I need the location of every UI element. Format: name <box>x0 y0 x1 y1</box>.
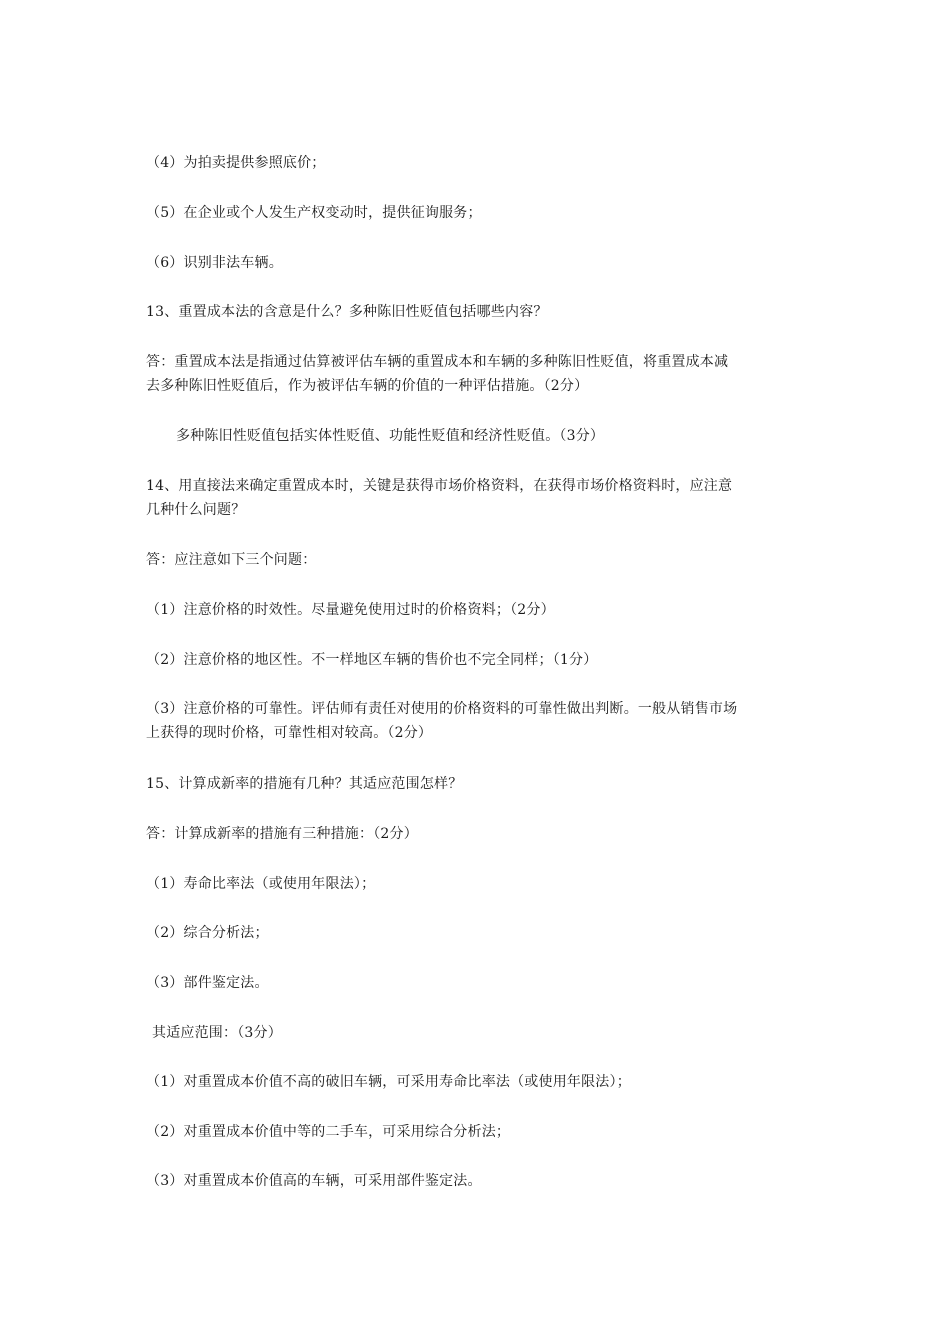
question-15: 15、计算成新率的措施有几种？其适应范围怎样？ <box>146 776 463 792</box>
text-line: （1）注意价格的时效性。尽量避免使用过时的价格资料；（2分） <box>146 602 555 618</box>
text-line: （3）注意价格的可靠性。评估师有责任对使用的价格资料的可靠性做出判断。一般从销售市场 <box>146 701 738 717</box>
text-line: （3）部件鉴定法。 <box>146 975 269 991</box>
text-line: （2）注意价格的地区性。不一样地区车辆的售价也不完全同样；（1分） <box>146 652 598 668</box>
text-line: （2）综合分析法； <box>146 925 269 941</box>
question-14 <box>146 474 816 522</box>
text-line: （1）对重置成本价值不高的破旧车辆，可采用寿命比率法（或使用年限法）； <box>146 1074 631 1090</box>
text-line: 其适应范围：（3分） <box>152 1025 282 1041</box>
question-13: 13、重置成本法的含意是什么？多种陈旧性贬值包括哪些内容？ <box>146 304 548 320</box>
text-line: 上获得的现时价格，可靠性相对较高。（2分） <box>146 725 433 741</box>
text-line: （2）对重置成本价值中等的二手车，可采用综合分析法； <box>146 1124 511 1140</box>
text-line: （3）对重置成本价值高的车辆，可采用部件鉴定法。 <box>146 1173 482 1189</box>
text-line: 去多种陈旧性贬值后，作为被评估车辆的价值的一种评估措施。（2分） <box>146 378 589 394</box>
text-line: 答：计算成新率的措施有三种措施：（2分） <box>146 826 418 842</box>
text-line: （5）在企业或个人发生产权变动时，提供征询服务； <box>146 205 482 221</box>
text-line: 答：重置成本法是指通过估算被评估车辆的重置成本和车辆的多种陈旧性贬值，将重置成本减 <box>146 354 729 370</box>
text-line: 多种陈旧性贬值包括实体性贬值、功能性贬值和经济性贬值。（3分） <box>176 428 605 444</box>
text-line: 14、用直接法来确定重置成本时，关键是获得市场价格资料，在获得市场价格资料时，应注意 <box>146 478 733 494</box>
answer-14-item-3 <box>146 697 816 745</box>
text-line: （1）寿命比率法（或使用年限法）； <box>146 876 376 892</box>
text-line: （4）为拍卖提供参照底价； <box>146 155 326 171</box>
answer-13 <box>146 350 816 398</box>
text-line: （6）识别非法车辆。 <box>146 255 283 271</box>
text-line: 答：应注意如下三个问题： <box>146 552 317 568</box>
text-line: 几种什么问题？ <box>146 502 246 518</box>
